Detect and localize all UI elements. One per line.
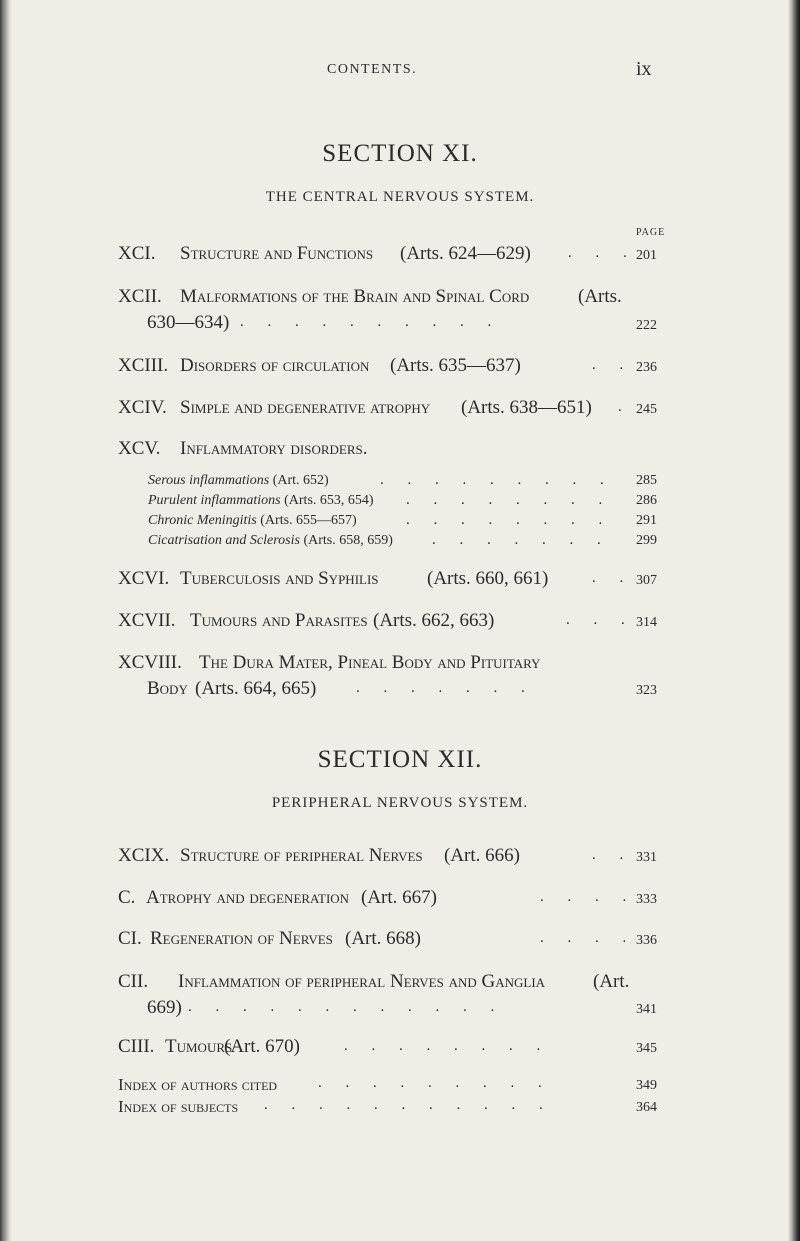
chapter-page: 314 xyxy=(636,615,657,630)
page-column-label: PAGE xyxy=(636,227,666,238)
chapter-articles: (Art. 667) xyxy=(361,887,437,908)
leader-dots: . . xyxy=(592,847,634,863)
chapter-page: 307 xyxy=(636,573,657,588)
chapter-page: 222 xyxy=(636,318,657,333)
chapter-title: Tumours and Parasites xyxy=(190,610,368,631)
leader-dots: . . . . . . . xyxy=(432,532,611,548)
chapter-articles: (Arts. 664, 665) xyxy=(195,678,317,699)
leader-dots: . . xyxy=(592,570,634,586)
chapter-number: CI. xyxy=(118,928,142,949)
chapter-title: Malformations of the Brain and Spinal Cord xyxy=(180,286,530,307)
chapter-page: 236 xyxy=(636,360,657,375)
section-heading: SECTION XI. xyxy=(322,140,478,167)
subentry-articles: (Arts. 655—657) xyxy=(260,513,357,528)
chapter-number: XCVII. xyxy=(118,610,176,631)
chapter-number: XCIV. xyxy=(118,397,167,418)
chapter-articles: (Arts. 660, 661) xyxy=(427,568,549,589)
leader-dots: . . . xyxy=(568,245,637,261)
subentry-title: Purulent inflammations xyxy=(148,493,281,508)
chapter-number: CIII. xyxy=(118,1036,155,1057)
chapter-page: 336 xyxy=(636,933,657,948)
leader-dots: . . . . . . . . xyxy=(406,492,613,508)
leader-dots: . . . xyxy=(566,612,635,628)
leader-dots: . . xyxy=(592,357,634,373)
chapter-articles: (Arts. 635—637) xyxy=(390,355,521,376)
chapter-number: XCIII. xyxy=(118,355,169,376)
chapter-page: 331 xyxy=(636,850,657,865)
page-outer-edge xyxy=(788,0,800,1241)
subentry-page: 285 xyxy=(636,473,657,488)
page-number: ix xyxy=(636,58,652,80)
leader-dots: . . . . . . . xyxy=(356,680,535,696)
chapter-articles-continued: 630—634) xyxy=(147,312,230,333)
chapter-page: 345 xyxy=(636,1041,657,1056)
subentry-page: 286 xyxy=(636,493,657,508)
index-page: 364 xyxy=(636,1100,657,1115)
chapter-number: XCV. xyxy=(118,438,161,459)
chapter-number: XCVIII. xyxy=(118,652,182,673)
page-binding-edge xyxy=(0,0,12,1241)
leader-dots: . . . . . . . . . . . xyxy=(264,1097,553,1113)
chapter-articles-continued: 669) xyxy=(147,997,182,1018)
subentry xyxy=(148,473,329,489)
chapter-articles: (Arts. 662, 663) xyxy=(373,610,495,631)
chapter-number: XCIX. xyxy=(118,845,170,866)
chapter-articles: (Arts. xyxy=(578,286,622,307)
chapter-title: Disorders of circulation xyxy=(180,355,370,376)
subentry-articles: (Arts. 653, 654) xyxy=(284,493,374,508)
section-heading: SECTION XII. xyxy=(317,746,483,773)
chapter-title: Tuberculosis and Syphilis xyxy=(180,568,379,589)
chapter-articles: (Art. 670) xyxy=(224,1036,300,1057)
chapter-number: XCVI. xyxy=(118,568,170,589)
chapter-title: Structure of peripheral Nerves xyxy=(180,845,423,866)
running-header-title: CONTENTS. xyxy=(327,62,418,77)
chapter-number: XCI. xyxy=(118,243,156,264)
chapter-articles: (Art. 666) xyxy=(444,845,520,866)
leader-dots: . xyxy=(618,399,632,415)
chapter-page: 245 xyxy=(636,402,657,417)
subentry-title: Cicatrisation and Sclerosis xyxy=(148,533,300,548)
subentry-articles: (Arts. 658, 659) xyxy=(303,533,393,548)
chapter-title: Regeneration of Nerves xyxy=(150,928,333,949)
leader-dots: . . . . xyxy=(540,889,637,905)
section-subheading: THE CENTRAL NERVOUS SYSTEM. xyxy=(265,189,535,205)
leader-dots: . . . . . . . . . xyxy=(380,472,614,488)
subentry xyxy=(148,513,357,529)
chapter-title: Inflammation of peripheral Nerves and Ganglia xyxy=(178,971,546,992)
leader-dots: . . . . xyxy=(540,930,637,946)
subentry-articles: (Art. 652) xyxy=(272,473,329,488)
subentry xyxy=(148,493,374,509)
leader-dots: . . . . . . . . . . . . xyxy=(188,999,505,1015)
leader-dots: . . . . . . . . . . xyxy=(240,314,502,330)
chapter-title: Tumours xyxy=(165,1036,233,1057)
chapter-articles: (Art. 668) xyxy=(345,928,421,949)
chapter-title: Structure and Functions xyxy=(180,243,374,264)
index-entry: Index of subjects xyxy=(118,1097,239,1116)
chapter-page: 341 xyxy=(636,1002,657,1017)
chapter-page: 323 xyxy=(636,683,657,698)
subentry-title: Chronic Meningitis xyxy=(148,513,257,528)
chapter-title: Inflammatory disorders. xyxy=(180,438,368,459)
chapter-title: The Dura Mater, Pineal Body and Pituitary xyxy=(199,652,541,673)
leader-dots: . . . . . . . . . xyxy=(318,1075,552,1091)
chapter-title: Simple and degenerative atrophy xyxy=(180,397,431,418)
chapter-number: CII. xyxy=(118,971,149,992)
chapter-articles: (Arts. 638—651) xyxy=(461,397,592,418)
leader-dots: . . . . . . . . xyxy=(344,1038,551,1054)
section-subheading: PERIPHERAL NERVOUS SYSTEM. xyxy=(271,795,529,811)
chapter-articles: (Arts. 624—629) xyxy=(400,243,531,264)
chapter-page: 201 xyxy=(636,248,657,263)
chapter-number: C. xyxy=(118,887,136,908)
chapter-title-continued: Body xyxy=(147,678,188,699)
index-entry: Index of authors cited xyxy=(118,1075,278,1094)
chapter-page: 333 xyxy=(636,892,657,907)
subentry-page: 299 xyxy=(636,533,657,548)
chapter-articles: (Art. xyxy=(593,971,630,992)
subentry-title: Serous inflammations xyxy=(148,473,270,488)
index-page: 349 xyxy=(636,1078,657,1093)
leader-dots: . . . . . . . . xyxy=(406,512,613,528)
subentry-page: 291 xyxy=(636,513,657,528)
chapter-number: XCII. xyxy=(118,286,162,307)
subentry xyxy=(148,533,393,549)
chapter-title: Atrophy and degeneration xyxy=(146,887,350,908)
